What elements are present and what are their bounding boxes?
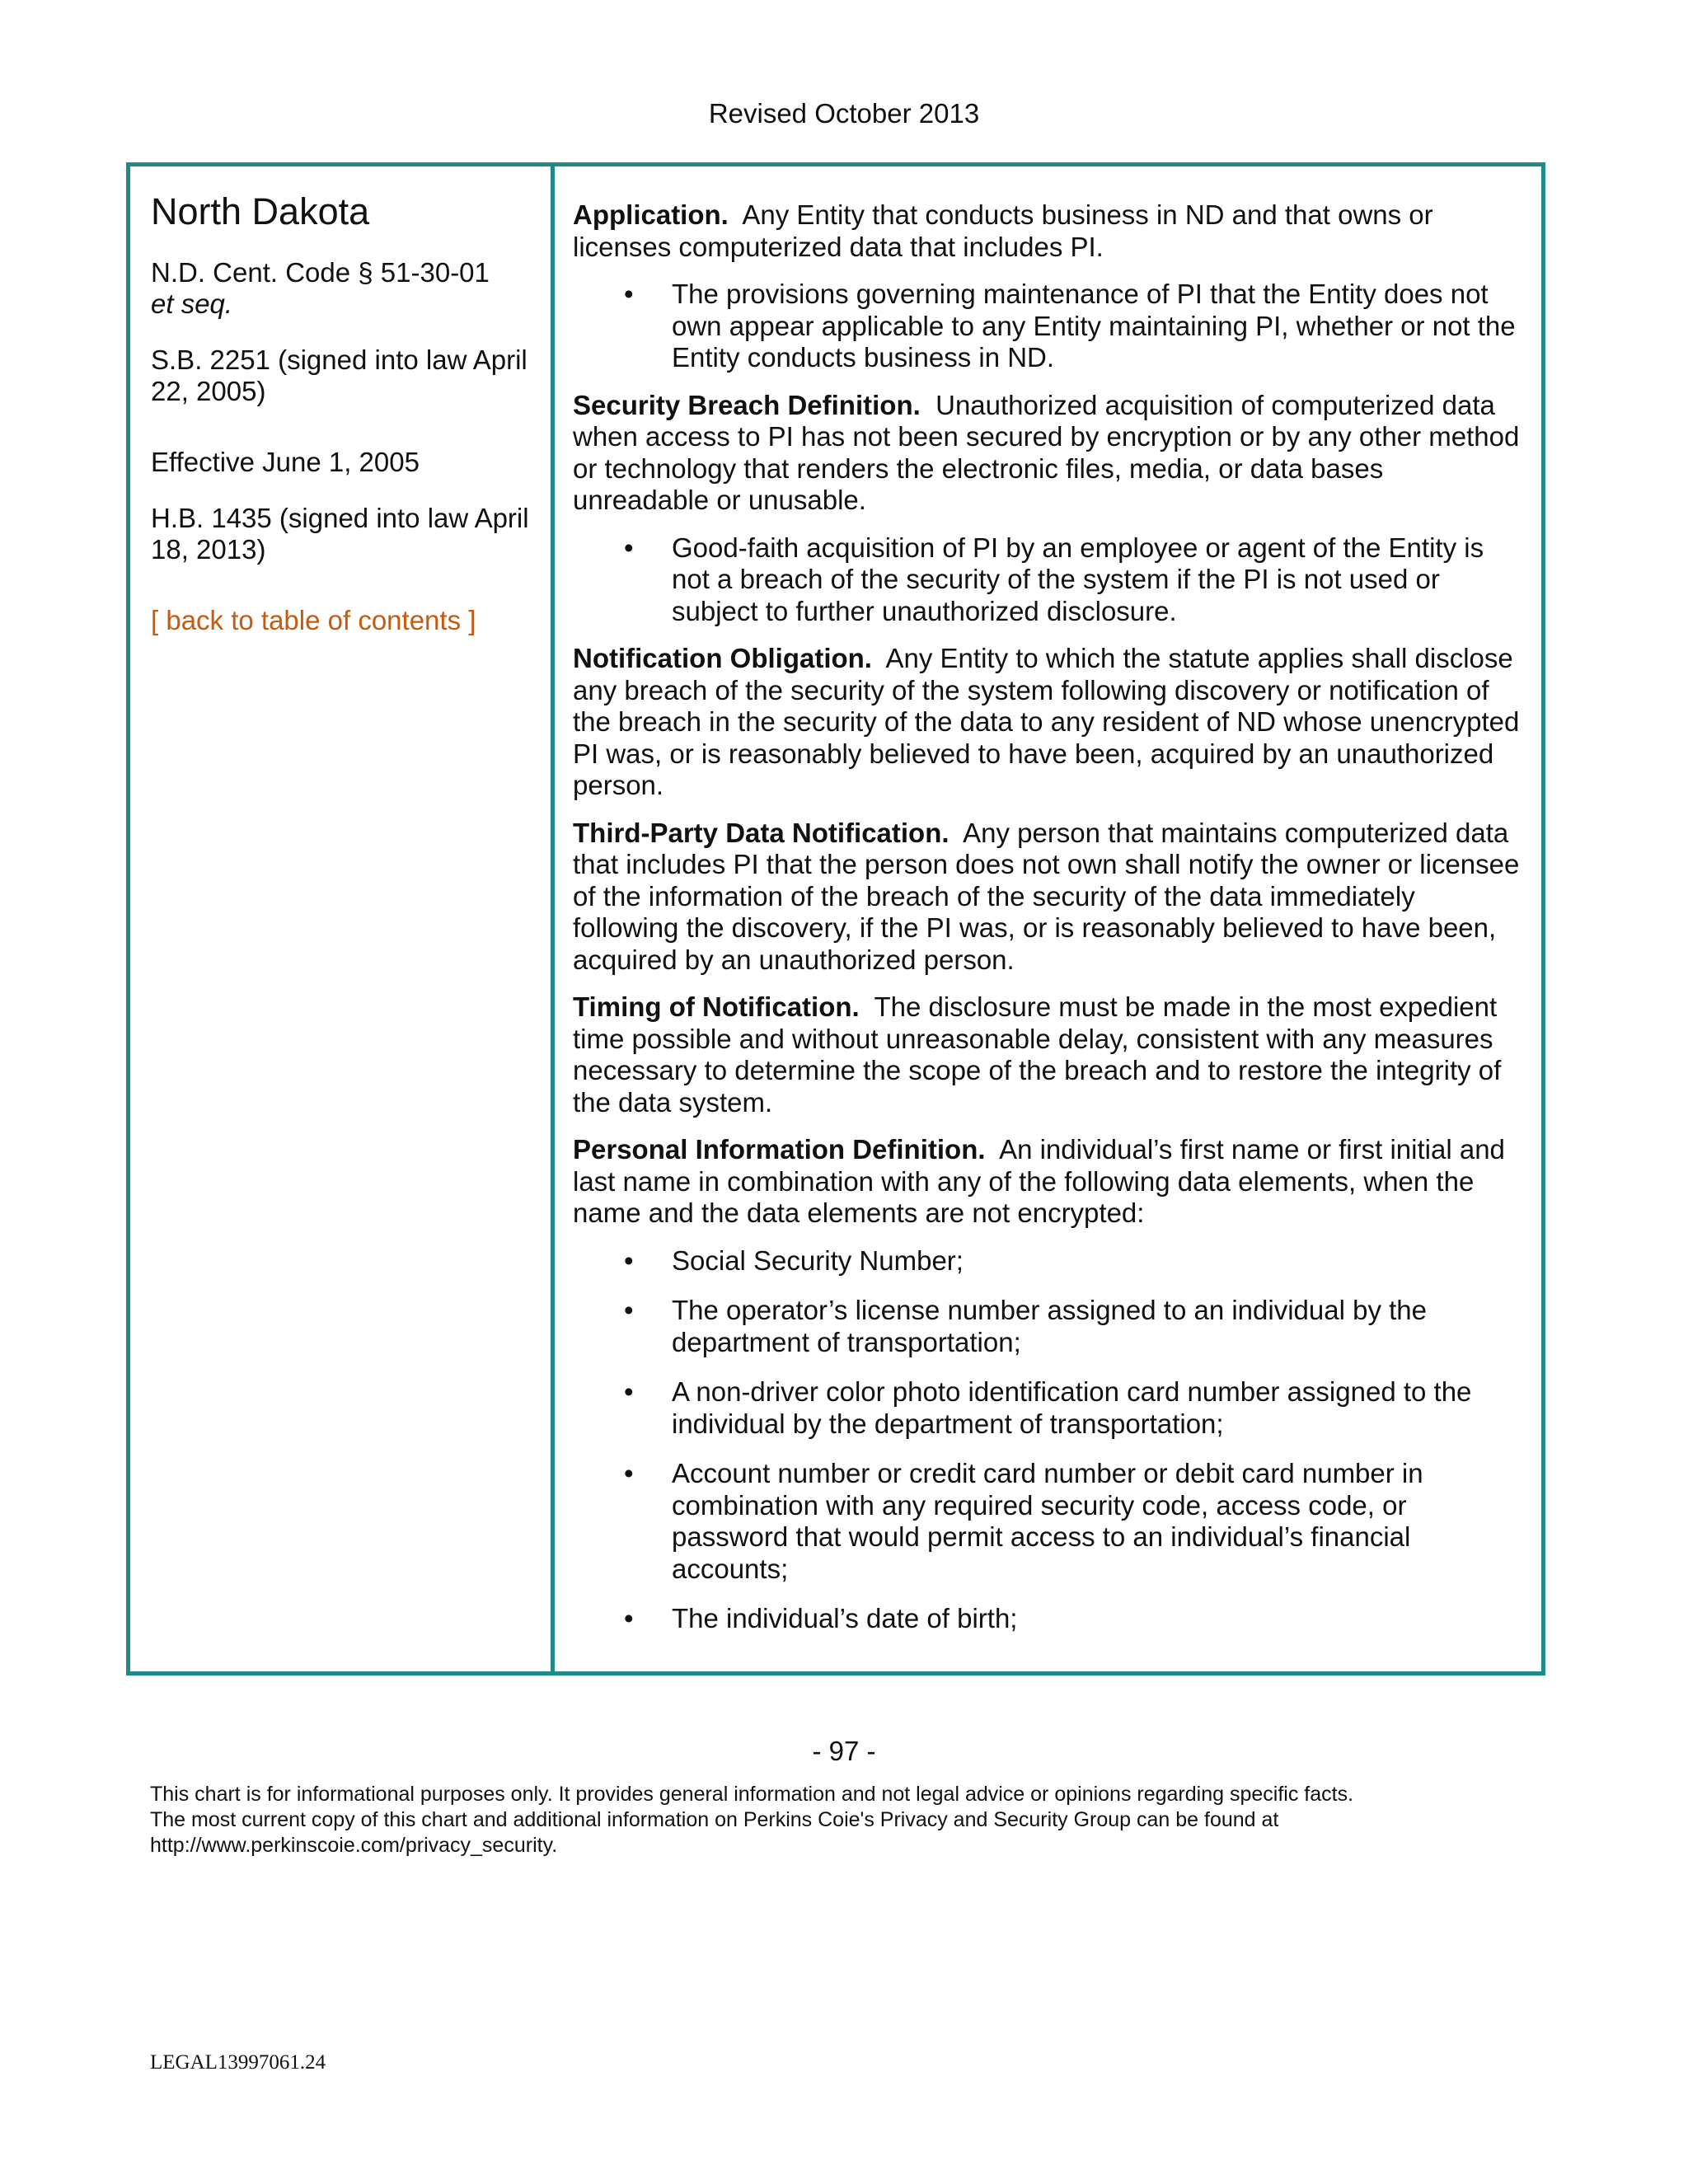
application-heading: Application. bbox=[573, 199, 729, 230]
page-number: - 97 - bbox=[812, 1736, 876, 1766]
pi-definition-bullets bbox=[573, 1245, 1525, 1635]
effective-date: Effective June 1, 2005 bbox=[151, 447, 420, 477]
disclaimer bbox=[150, 1782, 1551, 1858]
bill-1: S.B. 2251 (signed into law April 22, 2005) bbox=[151, 344, 528, 406]
disclaimer-url: http://www.perkinscoie.com/privacy_security. bbox=[150, 1834, 558, 1857]
timing-section bbox=[573, 991, 1525, 1118]
notification-text: Any Entity to which the statute applies shall disclose any breach of the security of the system following discovery or notification of the breach in the security of the data to any resident of ND whose unencrypted PI was, or is reasonably believed to have been, acquired by an unauthorized person. bbox=[573, 643, 1520, 800]
document-id: LEGAL13997061.24 bbox=[150, 2051, 326, 2074]
back-to-toc-link[interactable]: [ back to table of contents ] bbox=[151, 605, 476, 635]
state-name: North Dakota bbox=[151, 190, 370, 232]
pi-definition-heading: Personal Information Definition. bbox=[573, 1134, 986, 1165]
bill-2: H.B. 1435 (signed into law April 18, 2013) bbox=[151, 503, 529, 565]
disclaimer-line: This chart is for informational purposes only. It provides general information and not legal advice or opinions regarding specific facts. bbox=[150, 1783, 1354, 1806]
disclaimer-line: The most current copy of this chart and additional information on Perkins Coie's Privacy and Security Group can be found at bbox=[150, 1808, 1279, 1831]
pi-definition-section bbox=[573, 1134, 1525, 1230]
state-info-column bbox=[130, 166, 555, 1671]
breach-heading: Security Breach Definition. bbox=[573, 389, 921, 420]
pi-definition-text: An individual’s first name or first initial and last name in combination with any of the following data elements, when the name and the data elements are not encrypted: bbox=[573, 1134, 1505, 1228]
third-party-section bbox=[573, 818, 1525, 977]
citation-et-seq: et seq. bbox=[151, 288, 233, 319]
list-item: • The provisions governing maintenance of PI that the Entity does not own appear applicable to any Entity maintaining PI, whether or not the Entity conducts business in ND. bbox=[624, 279, 1516, 373]
third-party-heading: Third-Party Data Notification. bbox=[573, 817, 950, 848]
application-section bbox=[573, 199, 1525, 263]
citation-text: N.D. Cent. Code § 51-30-01 bbox=[151, 257, 490, 288]
list-item: • Account number or credit card number or debit card number in combination with any required security code, access code, or password that would permit access to an individual’s financial accounts; bbox=[624, 1458, 1423, 1584]
list-item: • Good-faith acquisition of PI by an employee or agent of the Entity is not a breach of the security of the system if the PI is not used or subject to further unauthorized disclosure. bbox=[624, 532, 1484, 626]
revised-date: Revised October 2013 bbox=[708, 98, 980, 129]
timing-text: The disclosure must be made in the most expedient time possible and without unreasonable delay, consistent with any measures necessary to determine the scope of the breach and to restore the integrity of the data system. bbox=[573, 991, 1502, 1118]
state-law-table bbox=[126, 162, 1545, 1675]
list-item: • The operator’s license number assigned to an individual by the department of transportation; bbox=[624, 1295, 1428, 1357]
breach-text: Unauthorized acquisition of computerized data when access to PI has not been secured by encryption or by any other method or technology that renders the electronic files, media, or data bases unreadable or unusable. bbox=[573, 389, 1520, 515]
notification-section bbox=[573, 643, 1525, 802]
application-bullets bbox=[573, 279, 1525, 374]
third-party-text: Any person that maintains computerized data that includes PI that the person does not own shall notify the owner or licensee of the information of the breach of the security of the data immediately following the discovery, if the PI was, or is reasonably believed to have been, acquired by an unauthorized person. bbox=[573, 817, 1520, 975]
list-item: • A non-driver color photo identification card number assigned to the individual by the department of transportation; bbox=[624, 1376, 1472, 1439]
list-item: • Social Security Number; bbox=[624, 1244, 964, 1276]
timing-heading: Timing of Notification. bbox=[573, 991, 860, 1022]
list-item: • The individual’s date of birth; bbox=[624, 1603, 1018, 1633]
application-text: Any Entity that conducts business in ND and that owns or licenses computerized data that includes PI. bbox=[573, 199, 1433, 262]
breach-bullets bbox=[573, 532, 1525, 628]
provisions-column bbox=[555, 166, 1541, 1671]
statute-citation bbox=[151, 257, 532, 320]
breach-section bbox=[573, 390, 1525, 517]
notification-heading: Notification Obligation. bbox=[573, 643, 872, 673]
